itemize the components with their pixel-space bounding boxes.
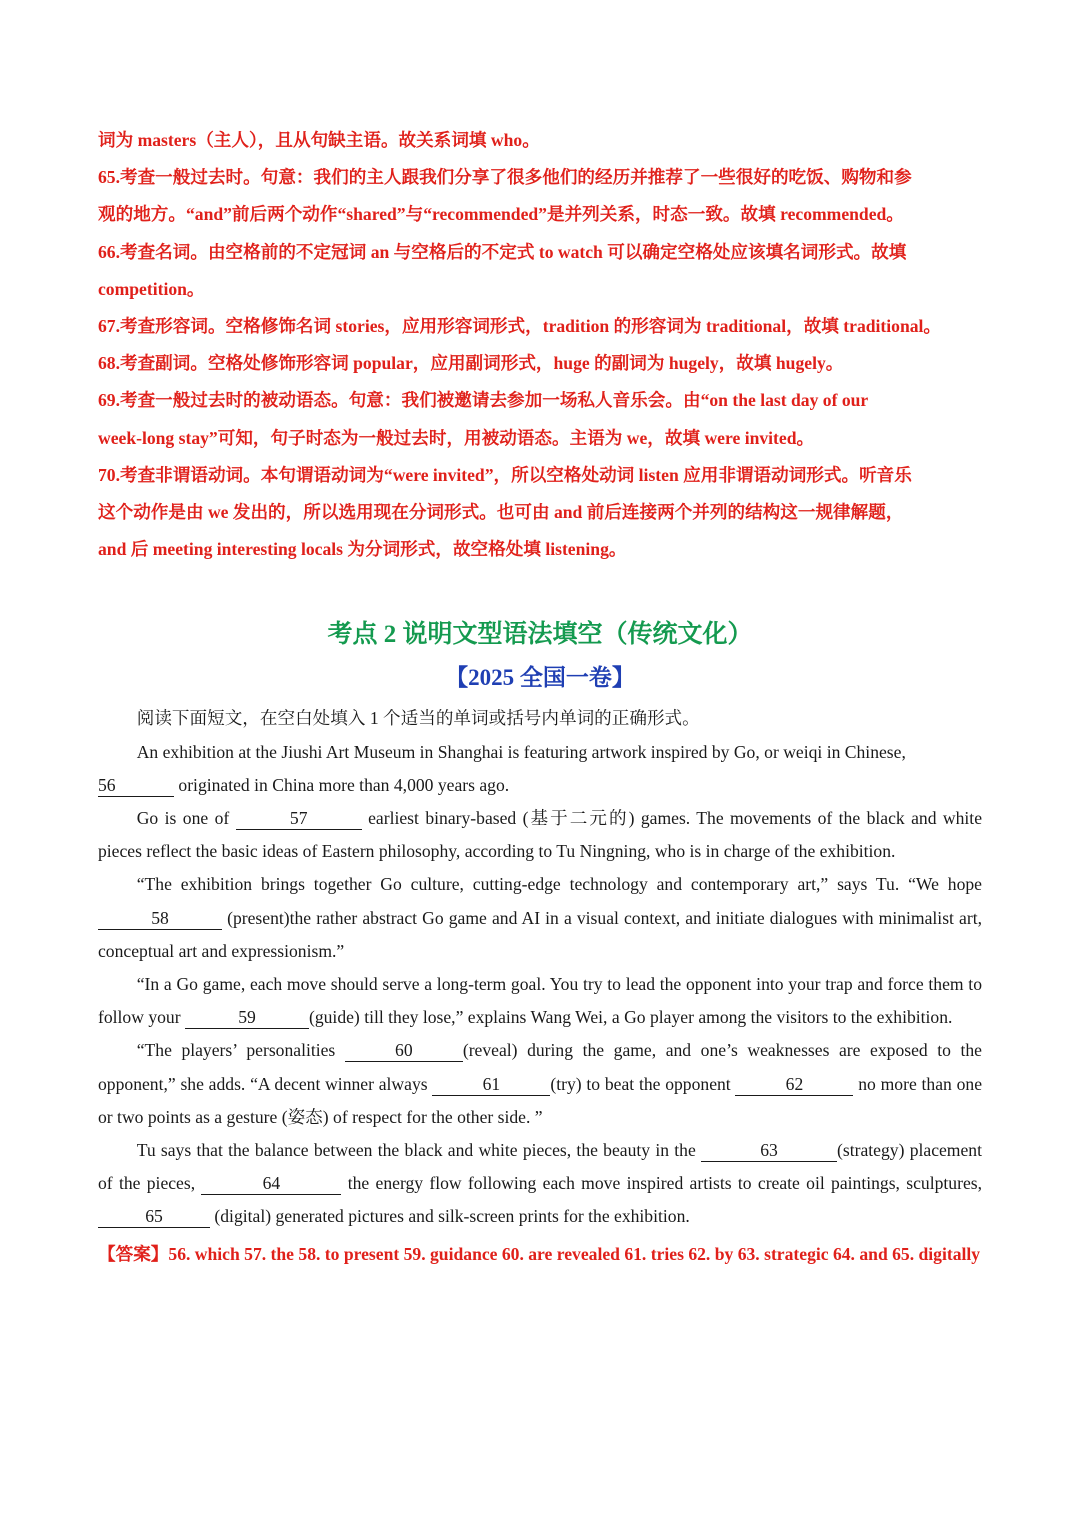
blank-64: 64 (201, 1172, 341, 1195)
passage-paragraph-4 (98, 968, 982, 1034)
explanation-line: 68.考查副词。空格处修饰形容词 popular，应用副词形式，huge 的副词为 hugely，故填 hugely。 (98, 353, 844, 374)
explanation-line: 这个动作是由 we 发出的，所以选用现在分词形式。也可由 and 前后连接两个并列的结构这一规律解题， (98, 502, 904, 523)
paragraph-text: (try) to beat the opponent (550, 1073, 736, 1094)
paragraph-text: (digital) generated pictures and silk-screen prints for the exhibition. (210, 1206, 690, 1227)
explanation-line: 69.考查一般过去时的被动语态。句意：我们被邀请去参加一场私人音乐会。由“on the last day of our (98, 390, 869, 411)
blank-56: 56 (98, 774, 174, 797)
answer-key-label: 【答案】 (98, 1243, 169, 1264)
previous-answer-explanations (98, 122, 982, 568)
paragraph-text: An exhibition at the Jiushi Art Museum in Shanghai is featuring artwork inspired by Go, or weiqi in Chinese, (136, 741, 906, 762)
paragraph-text: Go is one of (136, 808, 236, 829)
answer-key (98, 1236, 982, 1272)
paragraph-text: “The exhibition brings together Go culture, cutting-edge technology and contemporary art,” says Tu. “We hope (136, 874, 982, 895)
blank-61: 61 (432, 1073, 550, 1096)
paragraph-text: no more than one or two points as a gesture (姿态) of respect for the other side. ” (98, 1073, 982, 1127)
section-title: 考点 2 说明文型语法填空（传统文化） (327, 621, 753, 649)
blank-63: 63 (701, 1139, 837, 1162)
answer-key-text: 56. which 57. the 58. to present 59. guidance 60. are revealed 61. tries 62. by 63. strategic 64. and 65. digitally (168, 1243, 981, 1264)
paragraph-text: (strategy) placement of the pieces, (98, 1140, 982, 1194)
explanation-line: week-long stay”可知，句子时态为一般过去时，用被动语态。主语为 we，故填 were invited。 (98, 427, 815, 448)
paragraph-text: (present)the rather abstract Go game and AI in a visual context, and initiate dialogues with minimalist art, conceptual art and expressionism.” (98, 907, 982, 961)
passage-paragraph-3 (98, 868, 982, 968)
paragraph-text: (reveal) during the game, and one’s weaknesses are exposed to the opponent,” she adds. “A decent winner always (98, 1040, 982, 1094)
explanation-line: 词为 masters（主人），且从句缺主语。故关系词填 who。 (98, 130, 540, 150)
explanation-line: 65.考查一般过去时。句意：我们的主人跟我们分享了很多他们的经历并推荐了一些很好的吃饭、购物和参 (98, 167, 912, 188)
paragraph-text: (guide) till they lose,” explains Wang Wei, a Go player among the visitors to the exhibition. (308, 1007, 953, 1028)
blank-62: 62 (735, 1073, 853, 1096)
paragraph-text: the energy flow following each move inspired artists to create oil paintings, sculptures, (341, 1173, 982, 1194)
passage-paragraph-1 (98, 736, 982, 802)
cloze-passage (98, 702, 982, 1233)
passage-paragraph-2 (98, 802, 982, 868)
explanation-line: 67.考查形容词。空格修饰名词 stories，应用形容词形式，tradition 的形容词为 traditional，故填 traditional。 (98, 316, 942, 337)
blank-59: 59 (185, 1006, 309, 1029)
explanation-line: 70.考查非谓语动词。本句谓语动词为“were invited”，所以空格处动词 listen 应用非谓语动词形式。听音乐 (98, 464, 912, 485)
section-subtitle: 【2025 全国一卷】 (445, 665, 635, 691)
passage-instruction: 阅读下面短文，在空白处填入 1 个适当的单词或括号内单词的正确形式。 (136, 708, 700, 729)
blank-57: 57 (236, 807, 362, 830)
explanation-line: competition。 (98, 278, 205, 299)
explanation-line: 观的地方。“and”前后两个动作“shared”与“recommended”是并列关系，时态一致。故填 recommended。 (98, 204, 904, 225)
passage-paragraph-5 (98, 1034, 982, 1134)
explanation-line: and 后 meeting interesting locals 为分词形式，故空格处填 listening。 (98, 539, 627, 560)
explanation-line: 66.考查名词。由空格前的不定冠词 an 与空格后的不定式 to watch 可以确定空格处应该填名词形式。故填 (98, 241, 907, 262)
blank-60: 60 (345, 1039, 463, 1062)
paragraph-text: “The players’ personalities (136, 1040, 345, 1061)
paragraph-text: earliest binary-based (基于二元的) games. The movements of the black and white pieces reflect the basic ideas of Eastern philosophy, according to Tu Ningning, who is in charge of the exhibition. (98, 808, 983, 862)
blank-65: 65 (98, 1205, 210, 1228)
paragraph-text: “In a Go game, each move should serve a long-term goal. You try to lead the opponent into your trap and force them to follow your (98, 974, 982, 1028)
passage-paragraph-6 (98, 1134, 982, 1234)
blank-58: 58 (98, 907, 222, 930)
paragraph-text: originated in China more than 4,000 years ago. (174, 774, 510, 795)
paragraph-text: Tu says that the balance between the black and white pieces, the beauty in the (136, 1140, 702, 1161)
